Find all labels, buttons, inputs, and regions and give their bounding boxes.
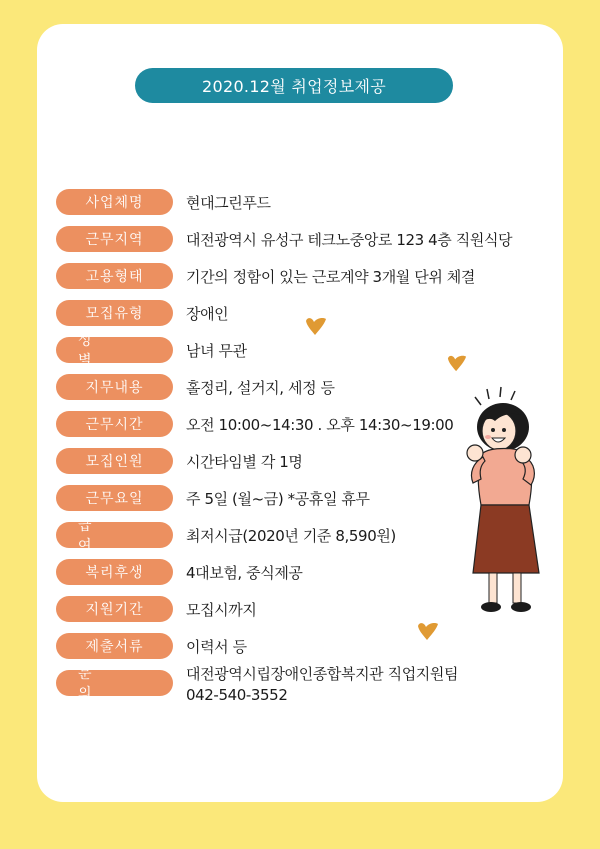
heart-icon — [303, 315, 329, 337]
row-value: 시간타임별 각 1명 — [186, 452, 303, 471]
label-pill: 지무내용 — [56, 374, 173, 400]
label-pill: 모집인원 — [56, 448, 173, 474]
row-value: 4대보험, 중식제공 — [186, 563, 303, 582]
row-value: 대전광역시 유성구 테크노중앙로 123 4층 직원식당 — [186, 230, 513, 249]
row-value: 모집시까지 — [186, 600, 257, 619]
label-pill: 고용형태 — [56, 263, 173, 289]
row-value: 주 5일 (월~금) *공휴일 휴무 — [186, 489, 370, 508]
label-pill: 근무시간 — [56, 411, 173, 437]
page-title: 2020.12월 취업정보제공 — [135, 68, 453, 103]
row-value: 기간의 정함이 있는 근로계약 3개월 단위 체결 — [186, 267, 475, 286]
cheering-woman-illustration — [455, 383, 565, 623]
row-documents — [56, 633, 576, 659]
label-pill: 근무요일 — [56, 485, 173, 511]
label-pill: 성 별 — [56, 337, 173, 363]
contact-phone: 042-540-3552 — [186, 686, 288, 704]
row-location — [56, 226, 576, 252]
row-value: 현대그린푸드 — [186, 193, 271, 212]
label-pill: 근무지역 — [56, 226, 173, 252]
row-value: 남녀 무관 — [186, 341, 247, 360]
row-value — [186, 664, 458, 706]
label-pill: 복리후생 — [56, 559, 173, 585]
contact-organization: 대전광역시립장애인종합복지관 직업지원팀 — [186, 665, 459, 683]
row-value: 홀정리, 설거지, 세정 등 — [186, 378, 335, 397]
row-value: 이력서 등 — [186, 637, 247, 656]
label-pill: 모집유형 — [56, 300, 173, 326]
row-value: 오전 10:00~14:30 . 오후 14:30~19:00 — [186, 415, 454, 434]
row-gender — [56, 333, 576, 369]
row-value: 장애인 — [186, 304, 229, 323]
label-pill: 사업체명 — [56, 189, 173, 215]
row-value: 최저시급(2020년 기준 8,590원) — [186, 526, 396, 545]
row-company — [56, 189, 576, 215]
label-pill: 제출서류 — [56, 633, 173, 659]
label-pill: 지원기간 — [56, 596, 173, 622]
label-pill: 급 여 — [56, 522, 173, 548]
heart-icon — [445, 353, 469, 373]
label-pill: 문 의 — [56, 670, 173, 696]
row-contact — [56, 665, 576, 714]
row-employment-type — [56, 263, 576, 289]
heart-icon — [415, 620, 441, 642]
